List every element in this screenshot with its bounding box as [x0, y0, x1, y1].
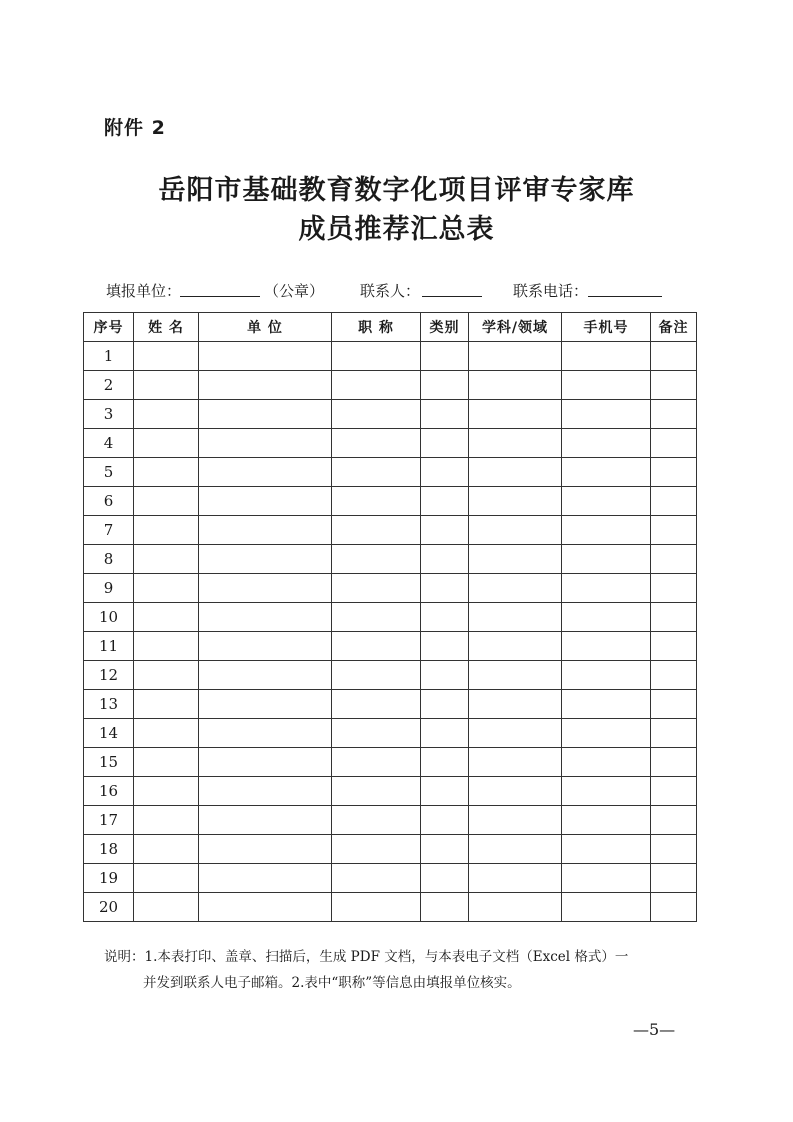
- category-cell[interactable]: [421, 516, 469, 545]
- unit-cell[interactable]: [199, 545, 332, 574]
- table-row: [84, 777, 697, 806]
- name-cell[interactable]: [134, 719, 199, 748]
- mobile-cell[interactable]: [562, 661, 651, 690]
- header-mobile: 手机号: [562, 313, 651, 342]
- row-number: 19: [84, 864, 134, 893]
- mobile-cell[interactable]: [562, 719, 651, 748]
- subject-cell[interactable]: [469, 516, 562, 545]
- subject-cell[interactable]: [469, 400, 562, 429]
- row-number: 1: [84, 342, 134, 371]
- row-number: 7: [84, 516, 134, 545]
- subject-cell[interactable]: [469, 719, 562, 748]
- title-cell[interactable]: [332, 864, 421, 893]
- unit-cell[interactable]: [199, 777, 332, 806]
- subject-cell[interactable]: [469, 661, 562, 690]
- unit-cell[interactable]: [199, 719, 332, 748]
- remarks-cell[interactable]: [651, 632, 697, 661]
- row-number: 20: [84, 893, 134, 922]
- name-cell[interactable]: [134, 632, 199, 661]
- row-number: 3: [84, 400, 134, 429]
- subject-cell[interactable]: [469, 487, 562, 516]
- category-cell[interactable]: [421, 400, 469, 429]
- unit-label: 填报单位：: [106, 282, 182, 300]
- header-title: 职 称: [332, 313, 421, 342]
- name-cell[interactable]: [134, 400, 199, 429]
- subject-cell[interactable]: [469, 777, 562, 806]
- unit-cell[interactable]: [199, 748, 332, 777]
- mobile-cell[interactable]: [562, 371, 651, 400]
- row-number: 11: [84, 632, 134, 661]
- name-cell[interactable]: [134, 690, 199, 719]
- unit-cell[interactable]: [199, 835, 332, 864]
- mobile-cell[interactable]: [562, 516, 651, 545]
- row-number: 5: [84, 458, 134, 487]
- table-row: [84, 806, 697, 835]
- category-cell[interactable]: [421, 342, 469, 371]
- title-cell[interactable]: [332, 429, 421, 458]
- category-cell[interactable]: [421, 748, 469, 777]
- title-cell[interactable]: [332, 487, 421, 516]
- category-cell[interactable]: [421, 806, 469, 835]
- remarks-cell[interactable]: [651, 835, 697, 864]
- table-row: [84, 632, 697, 661]
- subject-cell[interactable]: [469, 835, 562, 864]
- unit-cell[interactable]: [199, 487, 332, 516]
- mobile-cell[interactable]: [562, 632, 651, 661]
- remarks-cell[interactable]: [651, 429, 697, 458]
- title-cell[interactable]: [332, 893, 421, 922]
- table-row: [84, 458, 697, 487]
- contact-label: 联系人：: [360, 282, 421, 300]
- unit-cell[interactable]: [199, 864, 332, 893]
- row-number: 18: [84, 835, 134, 864]
- table-row: [84, 719, 697, 748]
- table-row: [84, 835, 697, 864]
- row-number: 10: [84, 603, 134, 632]
- remarks-cell[interactable]: [651, 342, 697, 371]
- mobile-cell[interactable]: [562, 835, 651, 864]
- name-cell[interactable]: [134, 458, 199, 487]
- table-row: [84, 690, 697, 719]
- name-cell[interactable]: [134, 342, 199, 371]
- header-name: 姓 名: [134, 313, 199, 342]
- attachment-label: 附件 2: [104, 117, 166, 139]
- category-cell[interactable]: [421, 458, 469, 487]
- row-number: 9: [84, 574, 134, 603]
- table-row: [84, 371, 697, 400]
- mobile-cell[interactable]: [562, 458, 651, 487]
- category-cell[interactable]: [421, 893, 469, 922]
- remarks-cell[interactable]: [651, 487, 697, 516]
- document-title-line2: 成员推荐汇总表: [298, 214, 495, 245]
- category-cell[interactable]: [421, 777, 469, 806]
- subject-cell[interactable]: [469, 342, 562, 371]
- subject-cell[interactable]: [469, 806, 562, 835]
- remarks-cell[interactable]: [651, 661, 697, 690]
- subject-cell[interactable]: [469, 864, 562, 893]
- title-cell[interactable]: [332, 661, 421, 690]
- row-number: 12: [84, 661, 134, 690]
- category-cell[interactable]: [421, 545, 469, 574]
- row-number: 15: [84, 748, 134, 777]
- name-cell[interactable]: [134, 748, 199, 777]
- remarks-cell[interactable]: [651, 574, 697, 603]
- unit-blank[interactable]: [180, 280, 260, 301]
- name-cell[interactable]: [134, 429, 199, 458]
- mobile-cell[interactable]: [562, 864, 651, 893]
- table-row: [84, 603, 697, 632]
- remarks-cell[interactable]: [651, 603, 697, 632]
- name-cell[interactable]: [134, 864, 199, 893]
- instructions-note: [104, 944, 694, 996]
- unit-cell[interactable]: [199, 806, 332, 835]
- subject-cell[interactable]: [469, 458, 562, 487]
- mobile-cell[interactable]: [562, 893, 651, 922]
- mobile-cell[interactable]: [562, 690, 651, 719]
- row-number: 16: [84, 777, 134, 806]
- name-cell[interactable]: [134, 574, 199, 603]
- remarks-cell[interactable]: [651, 893, 697, 922]
- title-cell[interactable]: [332, 748, 421, 777]
- unit-cell[interactable]: [199, 429, 332, 458]
- mobile-cell[interactable]: [562, 342, 651, 371]
- remarks-cell[interactable]: [651, 371, 697, 400]
- row-number: 14: [84, 719, 134, 748]
- title-cell[interactable]: [332, 371, 421, 400]
- name-cell[interactable]: [134, 661, 199, 690]
- note-line1: 说明：1.本表打印、盖章、扫描后，生成 PDF 文档，与本表电子文档（Excel 格式）一: [104, 949, 629, 965]
- unit-cell[interactable]: [199, 893, 332, 922]
- title-cell[interactable]: [332, 458, 421, 487]
- mobile-cell[interactable]: [562, 748, 651, 777]
- category-cell[interactable]: [421, 574, 469, 603]
- remarks-cell[interactable]: [651, 719, 697, 748]
- name-cell[interactable]: [134, 806, 199, 835]
- header-seq: 序号: [84, 313, 134, 342]
- unit-cell[interactable]: [199, 458, 332, 487]
- title-cell[interactable]: [332, 806, 421, 835]
- recommendation-table: [83, 312, 697, 922]
- remarks-cell[interactable]: [651, 777, 697, 806]
- name-cell[interactable]: [134, 777, 199, 806]
- table-row: [84, 516, 697, 545]
- title-cell[interactable]: [332, 719, 421, 748]
- mobile-cell[interactable]: [562, 545, 651, 574]
- mobile-cell[interactable]: [562, 429, 651, 458]
- table-row: [84, 864, 697, 893]
- subject-cell[interactable]: [469, 429, 562, 458]
- title-cell[interactable]: [332, 400, 421, 429]
- subject-cell[interactable]: [469, 371, 562, 400]
- title-cell[interactable]: [332, 632, 421, 661]
- header-remarks: 备注: [651, 313, 697, 342]
- subject-cell[interactable]: [469, 893, 562, 922]
- remarks-cell[interactable]: [651, 400, 697, 429]
- seal-label: （公章）: [264, 282, 325, 300]
- table-row: [84, 748, 697, 777]
- category-cell[interactable]: [421, 603, 469, 632]
- name-cell[interactable]: [134, 487, 199, 516]
- category-cell[interactable]: [421, 690, 469, 719]
- header-unit: 单 位: [199, 313, 332, 342]
- category-cell[interactable]: [421, 864, 469, 893]
- name-cell[interactable]: [134, 371, 199, 400]
- unit-cell[interactable]: [199, 371, 332, 400]
- title-cell[interactable]: [332, 603, 421, 632]
- phone-blank[interactable]: [588, 280, 662, 301]
- remarks-cell[interactable]: [651, 690, 697, 719]
- title-cell[interactable]: [332, 545, 421, 574]
- remarks-cell[interactable]: [651, 748, 697, 777]
- mobile-cell[interactable]: [562, 777, 651, 806]
- title-cell[interactable]: [332, 516, 421, 545]
- contact-blank[interactable]: [422, 280, 482, 301]
- mobile-cell[interactable]: [562, 603, 651, 632]
- category-cell[interactable]: [421, 371, 469, 400]
- name-cell[interactable]: [134, 835, 199, 864]
- name-cell[interactable]: [134, 603, 199, 632]
- name-cell[interactable]: [134, 545, 199, 574]
- table-row: [84, 661, 697, 690]
- subject-cell[interactable]: [469, 545, 562, 574]
- name-cell[interactable]: [134, 516, 199, 545]
- title-cell[interactable]: [332, 835, 421, 864]
- unit-cell[interactable]: [199, 342, 332, 371]
- title-cell[interactable]: [332, 777, 421, 806]
- subject-cell[interactable]: [469, 603, 562, 632]
- table-row: [84, 545, 697, 574]
- note-line2: 并发到联系人电子邮箱。2.表中“职称”等信息由填报单位核实。: [143, 975, 521, 991]
- table-row: [84, 574, 697, 603]
- row-number: 13: [84, 690, 134, 719]
- fill-in-row: [0, 280, 793, 302]
- category-cell[interactable]: [421, 661, 469, 690]
- table-row: [84, 893, 697, 922]
- table-row: [84, 400, 697, 429]
- row-number: 8: [84, 545, 134, 574]
- mobile-cell[interactable]: [562, 400, 651, 429]
- unit-cell[interactable]: [199, 690, 332, 719]
- header-category: 类别: [421, 313, 469, 342]
- phone-label: 联系电话：: [513, 282, 589, 300]
- unit-cell[interactable]: [199, 516, 332, 545]
- unit-cell[interactable]: [199, 632, 332, 661]
- mobile-cell[interactable]: [562, 574, 651, 603]
- category-cell[interactable]: [421, 632, 469, 661]
- unit-cell[interactable]: [199, 603, 332, 632]
- unit-cell[interactable]: [199, 661, 332, 690]
- table-row: [84, 487, 697, 516]
- subject-cell[interactable]: [469, 690, 562, 719]
- row-number: 2: [84, 371, 134, 400]
- table-header-row: [84, 313, 697, 342]
- category-cell[interactable]: [421, 487, 469, 516]
- category-cell[interactable]: [421, 835, 469, 864]
- remarks-cell[interactable]: [651, 458, 697, 487]
- mobile-cell[interactable]: [562, 487, 651, 516]
- name-cell[interactable]: [134, 893, 199, 922]
- remarks-cell[interactable]: [651, 545, 697, 574]
- category-cell[interactable]: [421, 719, 469, 748]
- remarks-cell[interactable]: [651, 806, 697, 835]
- subject-cell[interactable]: [469, 748, 562, 777]
- header-subject: 学科/领域: [469, 313, 562, 342]
- table-row: [84, 342, 697, 371]
- document-title-line1: 岳阳市基础教育数字化项目评审专家库: [158, 175, 635, 206]
- unit-cell[interactable]: [199, 400, 332, 429]
- mobile-cell[interactable]: [562, 806, 651, 835]
- title-cell[interactable]: [332, 690, 421, 719]
- remarks-cell[interactable]: [651, 516, 697, 545]
- subject-cell[interactable]: [469, 574, 562, 603]
- table-row: [84, 429, 697, 458]
- unit-cell[interactable]: [199, 574, 332, 603]
- title-cell[interactable]: [332, 342, 421, 371]
- title-cell[interactable]: [332, 574, 421, 603]
- row-number: 6: [84, 487, 134, 516]
- row-number: 17: [84, 806, 134, 835]
- category-cell[interactable]: [421, 429, 469, 458]
- page-number: —5—: [633, 1020, 676, 1039]
- subject-cell[interactable]: [469, 632, 562, 661]
- row-number: 4: [84, 429, 134, 458]
- remarks-cell[interactable]: [651, 864, 697, 893]
